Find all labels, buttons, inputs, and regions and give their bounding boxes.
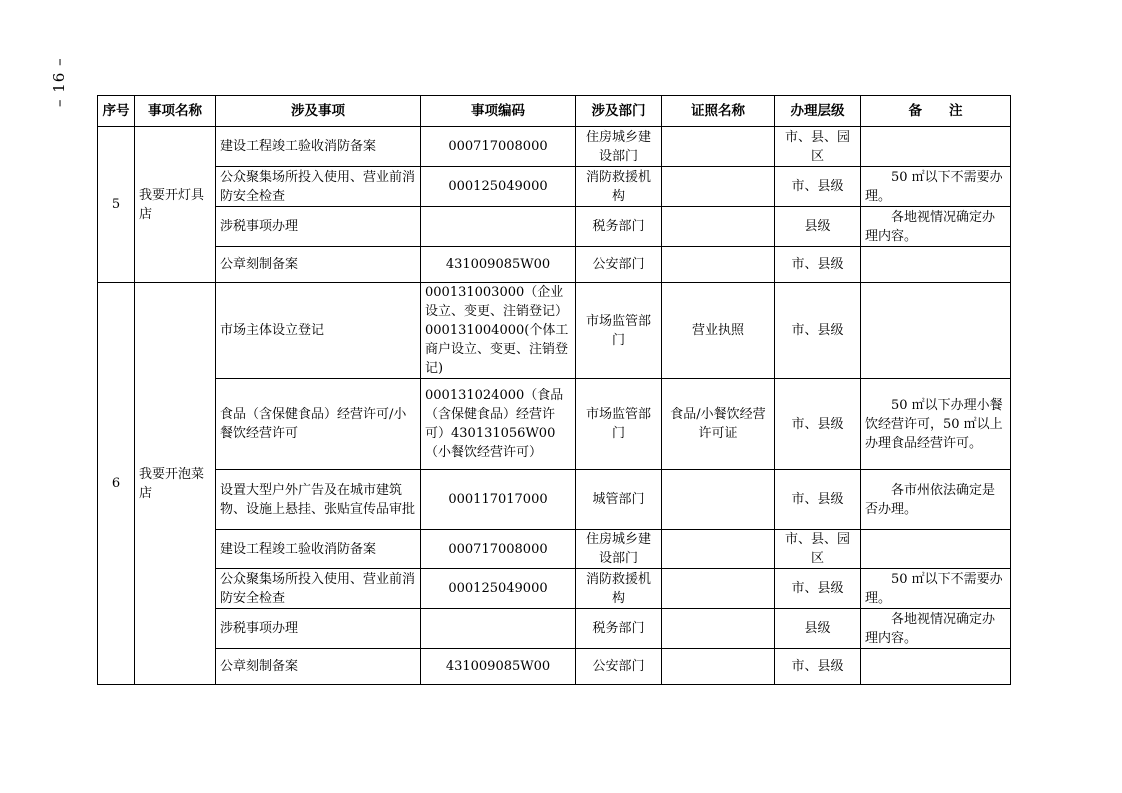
license-cell bbox=[662, 569, 775, 609]
header-note: 备 注 bbox=[861, 96, 1011, 127]
code-cell: 000131003000（企业设立、变更、注销登记）000131004000(个体工商户设立、变更、注销登记) bbox=[421, 283, 576, 379]
header-license: 证照名称 bbox=[662, 96, 775, 127]
code-cell: 000717008000 bbox=[421, 530, 576, 569]
header-item: 涉及事项 bbox=[216, 96, 421, 127]
license-cell: 营业执照 bbox=[662, 283, 775, 379]
dept-cell: 税务部门 bbox=[576, 609, 662, 649]
item-cell: 涉税事项办理 bbox=[216, 207, 421, 247]
dept-cell: 市场监管部门 bbox=[576, 283, 662, 379]
note-cell bbox=[861, 649, 1011, 685]
item-cell: 公章刻制备案 bbox=[216, 649, 421, 685]
code-cell: 000131024000（食品（含保健食品）经营许可）430131056W00（小餐饮经营许可） bbox=[421, 379, 576, 470]
level-cell: 市、县级 bbox=[775, 470, 861, 530]
item-cell: 市场主体设立登记 bbox=[216, 283, 421, 379]
item-cell: 涉税事项办理 bbox=[216, 609, 421, 649]
note-cell: 各市州依法确定是否办理。 bbox=[861, 470, 1011, 530]
header-name: 事项名称 bbox=[135, 96, 216, 127]
note-cell bbox=[861, 127, 1011, 167]
code-cell: 000125049000 bbox=[421, 167, 576, 207]
license-cell bbox=[662, 127, 775, 167]
dept-cell: 公安部门 bbox=[576, 247, 662, 283]
table-row bbox=[98, 609, 1011, 649]
note-cell bbox=[861, 283, 1011, 379]
table-row bbox=[98, 530, 1011, 569]
item-cell: 公众聚集场所投入使用、营业前消防安全检查 bbox=[216, 569, 421, 609]
table-header-row bbox=[98, 96, 1011, 127]
header-code: 事项编码 bbox=[421, 96, 576, 127]
item-cell: 食品（含保健食品）经营许可/小餐饮经营许可 bbox=[216, 379, 421, 470]
level-cell: 市、县、园区 bbox=[775, 530, 861, 569]
header-dept: 涉及部门 bbox=[576, 96, 662, 127]
dept-cell: 住房城乡建设部门 bbox=[576, 530, 662, 569]
item-cell: 设置大型户外广告及在城市建筑物、设施上悬挂、张贴宣传品审批 bbox=[216, 470, 421, 530]
license-cell bbox=[662, 167, 775, 207]
level-cell: 市、县级 bbox=[775, 379, 861, 470]
dept-cell: 消防救援机构 bbox=[576, 167, 662, 207]
note-cell bbox=[861, 530, 1011, 569]
dept-cell: 公安部门 bbox=[576, 649, 662, 685]
table-row bbox=[98, 379, 1011, 470]
group-no: 6 bbox=[98, 283, 135, 685]
dept-cell: 住房城乡建设部门 bbox=[576, 127, 662, 167]
group-name: 我要开灯具店 bbox=[135, 127, 216, 283]
code-cell: 000717008000 bbox=[421, 127, 576, 167]
table-row bbox=[98, 649, 1011, 685]
license-cell: 食品/小餐饮经营许可证 bbox=[662, 379, 775, 470]
level-cell: 市、县级 bbox=[775, 569, 861, 609]
note-cell: 50 ㎡以下不需要办理。 bbox=[861, 167, 1011, 207]
item-cell: 建设工程竣工验收消防备案 bbox=[216, 530, 421, 569]
license-cell bbox=[662, 207, 775, 247]
dept-cell: 城管部门 bbox=[576, 470, 662, 530]
level-cell: 市、县级 bbox=[775, 167, 861, 207]
group-name: 我要开泡菜店 bbox=[135, 283, 216, 685]
license-cell bbox=[662, 470, 775, 530]
item-cell: 公众聚集场所投入使用、营业前消防安全检查 bbox=[216, 167, 421, 207]
dept-cell: 消防救援机构 bbox=[576, 569, 662, 609]
table-row bbox=[98, 247, 1011, 283]
note-cell: 50 ㎡以下不需要办理。 bbox=[861, 569, 1011, 609]
dept-cell: 市场监管部门 bbox=[576, 379, 662, 470]
table-row bbox=[98, 470, 1011, 530]
level-cell: 市、县级 bbox=[775, 283, 861, 379]
table-row bbox=[98, 283, 1011, 379]
page-number: – 16 – bbox=[50, 57, 68, 107]
level-cell: 县级 bbox=[775, 207, 861, 247]
level-cell: 市、县级 bbox=[775, 247, 861, 283]
note-cell: 50 ㎡以下办理小餐饮经营许可，50 ㎡以上办理食品经营许可。 bbox=[861, 379, 1011, 470]
code-cell bbox=[421, 207, 576, 247]
dept-cell: 税务部门 bbox=[576, 207, 662, 247]
code-cell: 431009085W00 bbox=[421, 649, 576, 685]
service-items-table bbox=[97, 95, 1011, 685]
table-row bbox=[98, 207, 1011, 247]
item-cell: 公章刻制备案 bbox=[216, 247, 421, 283]
license-cell bbox=[662, 247, 775, 283]
code-cell: 000117017000 bbox=[421, 470, 576, 530]
level-cell: 市、县级 bbox=[775, 649, 861, 685]
item-cell: 建设工程竣工验收消防备案 bbox=[216, 127, 421, 167]
note-cell bbox=[861, 247, 1011, 283]
license-cell bbox=[662, 649, 775, 685]
code-cell: 431009085W00 bbox=[421, 247, 576, 283]
header-no: 序号 bbox=[98, 96, 135, 127]
note-cell: 各地视情况确定办理内容。 bbox=[861, 609, 1011, 649]
group-no: 5 bbox=[98, 127, 135, 283]
table-row bbox=[98, 167, 1011, 207]
level-cell: 市、县、园区 bbox=[775, 127, 861, 167]
level-cell: 县级 bbox=[775, 609, 861, 649]
code-cell bbox=[421, 609, 576, 649]
license-cell bbox=[662, 609, 775, 649]
note-cell: 各地视情况确定办理内容。 bbox=[861, 207, 1011, 247]
table-row bbox=[98, 127, 1011, 167]
license-cell bbox=[662, 530, 775, 569]
code-cell: 000125049000 bbox=[421, 569, 576, 609]
header-level: 办理层级 bbox=[775, 96, 861, 127]
table-row bbox=[98, 569, 1011, 609]
